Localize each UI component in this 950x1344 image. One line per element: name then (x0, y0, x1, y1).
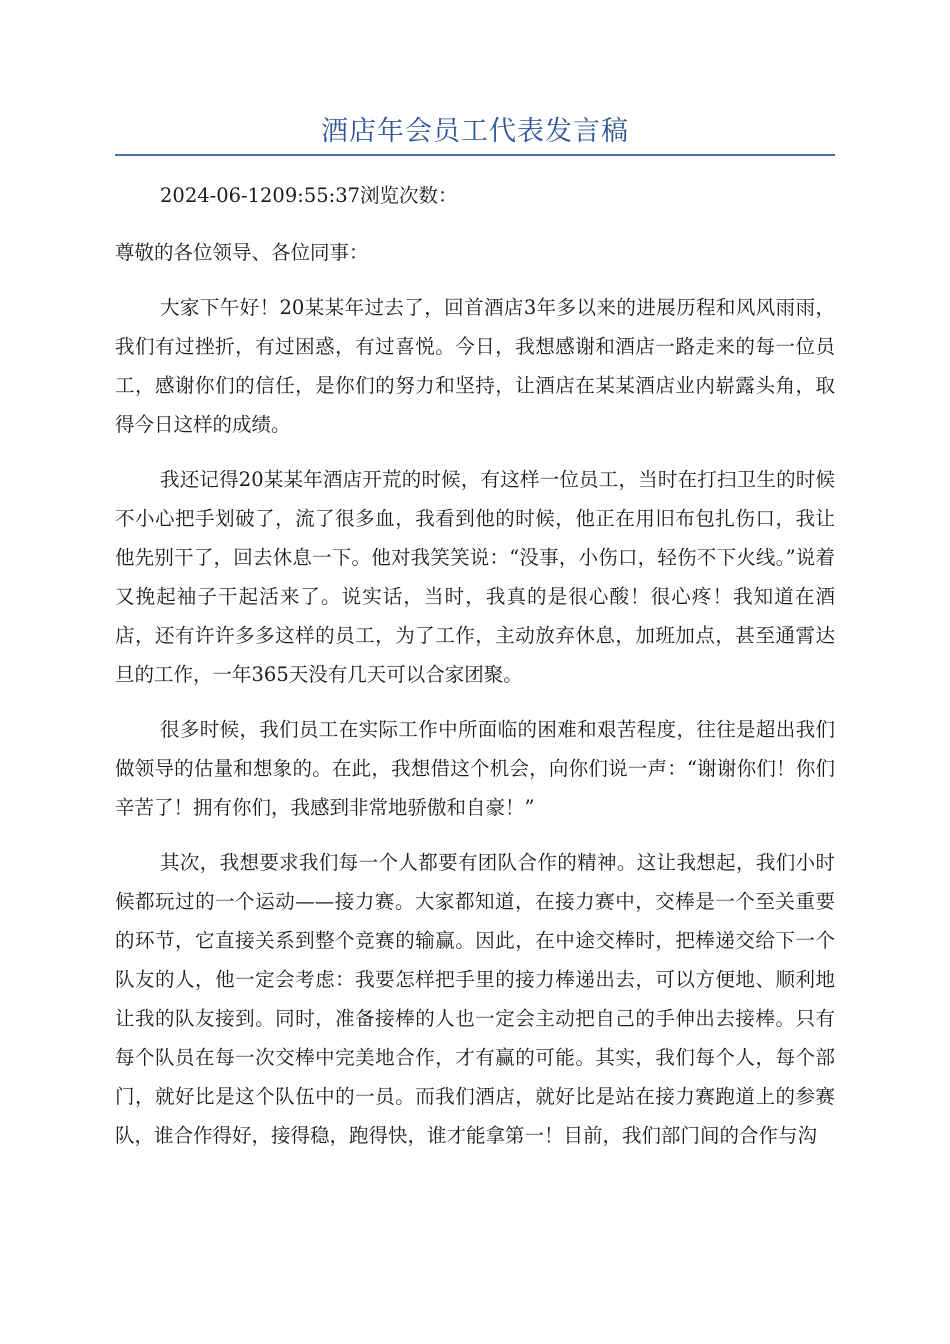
paragraph-3: 很多时候，我们员工在实际工作中所面临的困难和艰苦程度，往往是超出我们做领导的估量和想象的。在此，我想借这个机会，向你们说一声：“谢谢你们！你们辛苦了！拥有你们，我感到非常地骄傲和自豪！” (115, 718, 835, 819)
document-body (115, 176, 835, 1155)
title-underline (115, 154, 835, 156)
paragraph-4: 其次，我想要求我们每一个人都要有团队合作的精神。这让我想起，我们小时候都玩过的一个运动——接力赛。大家都知道，在接力赛中，交棒是一个至关重要的环节，它直接关系到整个竞赛的输赢。因此，在中途交棒时，把棒递交给下一个队友的人，他一定会考虑：我要怎样把手里的接力棒递出去，可以方便地、顺利地让我的队友接到。同时，准备接棒的人也一定会主动把自己的手伸出去接棒。只有每个队员在每一次交棒中完美地合作，才有赢的可能。其实，我们每个人，每个部门，就好比是这个队伍中的一员。而我们酒店，就好比是站在接力赛跑道上的参赛队，谁合作得好，接得稳，跑得快，谁才能拿第一！目前，我们部门间的合作与沟 (115, 851, 835, 1147)
document-greeting: 尊敬的各位领导、各位同事： (115, 241, 369, 264)
paragraph-2: 我还记得20某某年酒店开荒的时候，有这样一位员工，当时在打扫卫生的时候不小心把手划破了，流了很多血，我看到他的时候，他正在用旧布包扎伤口，我让他先别干了，回去休息一下。他对我笑笑说：“没事，小伤口，轻伤不下火线。”说着又挽起袖子干起活来了。说实话，当时，我真的是很心酸！很心疼！我知道在酒店，还有许许多多这样的员工，为了工作，主动放弃休息，加班加点，甚至通霄达旦的工作，一年365天没有几天可以合家团聚。 (115, 468, 835, 686)
document-title: 酒店年会员工代表发言稿 (321, 116, 629, 147)
paragraph-1: 大家下午好！20某某年过去了，回首酒店3年多以来的进展历程和风风雨雨，我们有过挫折，有过困惑，有过喜悦。今日，我想感谢和酒店一路走来的每一位员工，感谢你们的信任，是你们的努力和坚持，让酒店在某某酒店业内崭露头角，取得今日这样的成绩。 (115, 296, 835, 436)
document-meta: 2024-06-1209:55:37浏览次数： (160, 184, 458, 207)
